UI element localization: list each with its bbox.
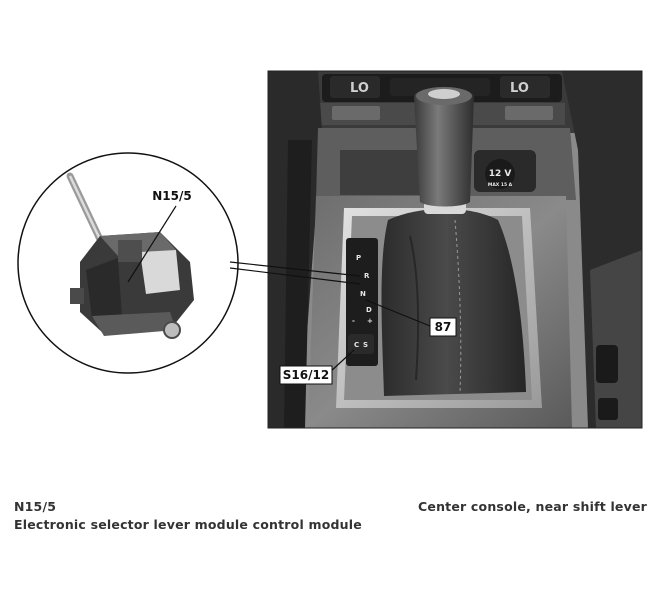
gate-n-label: N [360, 290, 366, 298]
caption-component-description: Electronic selector lever module control module [14, 517, 362, 532]
module-inset [18, 153, 238, 373]
socket-voltage-label: 12 V [488, 169, 512, 179]
gate-r-label: R [364, 272, 370, 280]
gate-minus-label: - [352, 317, 355, 325]
caption-component-location: Center console, near shift lever [418, 499, 647, 514]
gate-plus-label: + [367, 317, 373, 325]
s16-12-callout-label: S16/12 [282, 368, 330, 382]
switch-c-label: C [354, 341, 360, 349]
caption-component-code: N15/5 [14, 499, 57, 514]
lever-87-callout-label: 87 [434, 320, 452, 334]
gate-d-label: D [366, 306, 372, 314]
gate-p-label: P [356, 254, 362, 262]
n15-5-callout-label: N15/5 [152, 189, 192, 203]
socket-rating-label: MAX 15 A [487, 183, 513, 188]
climate-right-lo-label: LO [510, 81, 529, 96]
climate-left-lo-label: LO [350, 81, 369, 96]
switch-s-label: S [363, 341, 369, 349]
